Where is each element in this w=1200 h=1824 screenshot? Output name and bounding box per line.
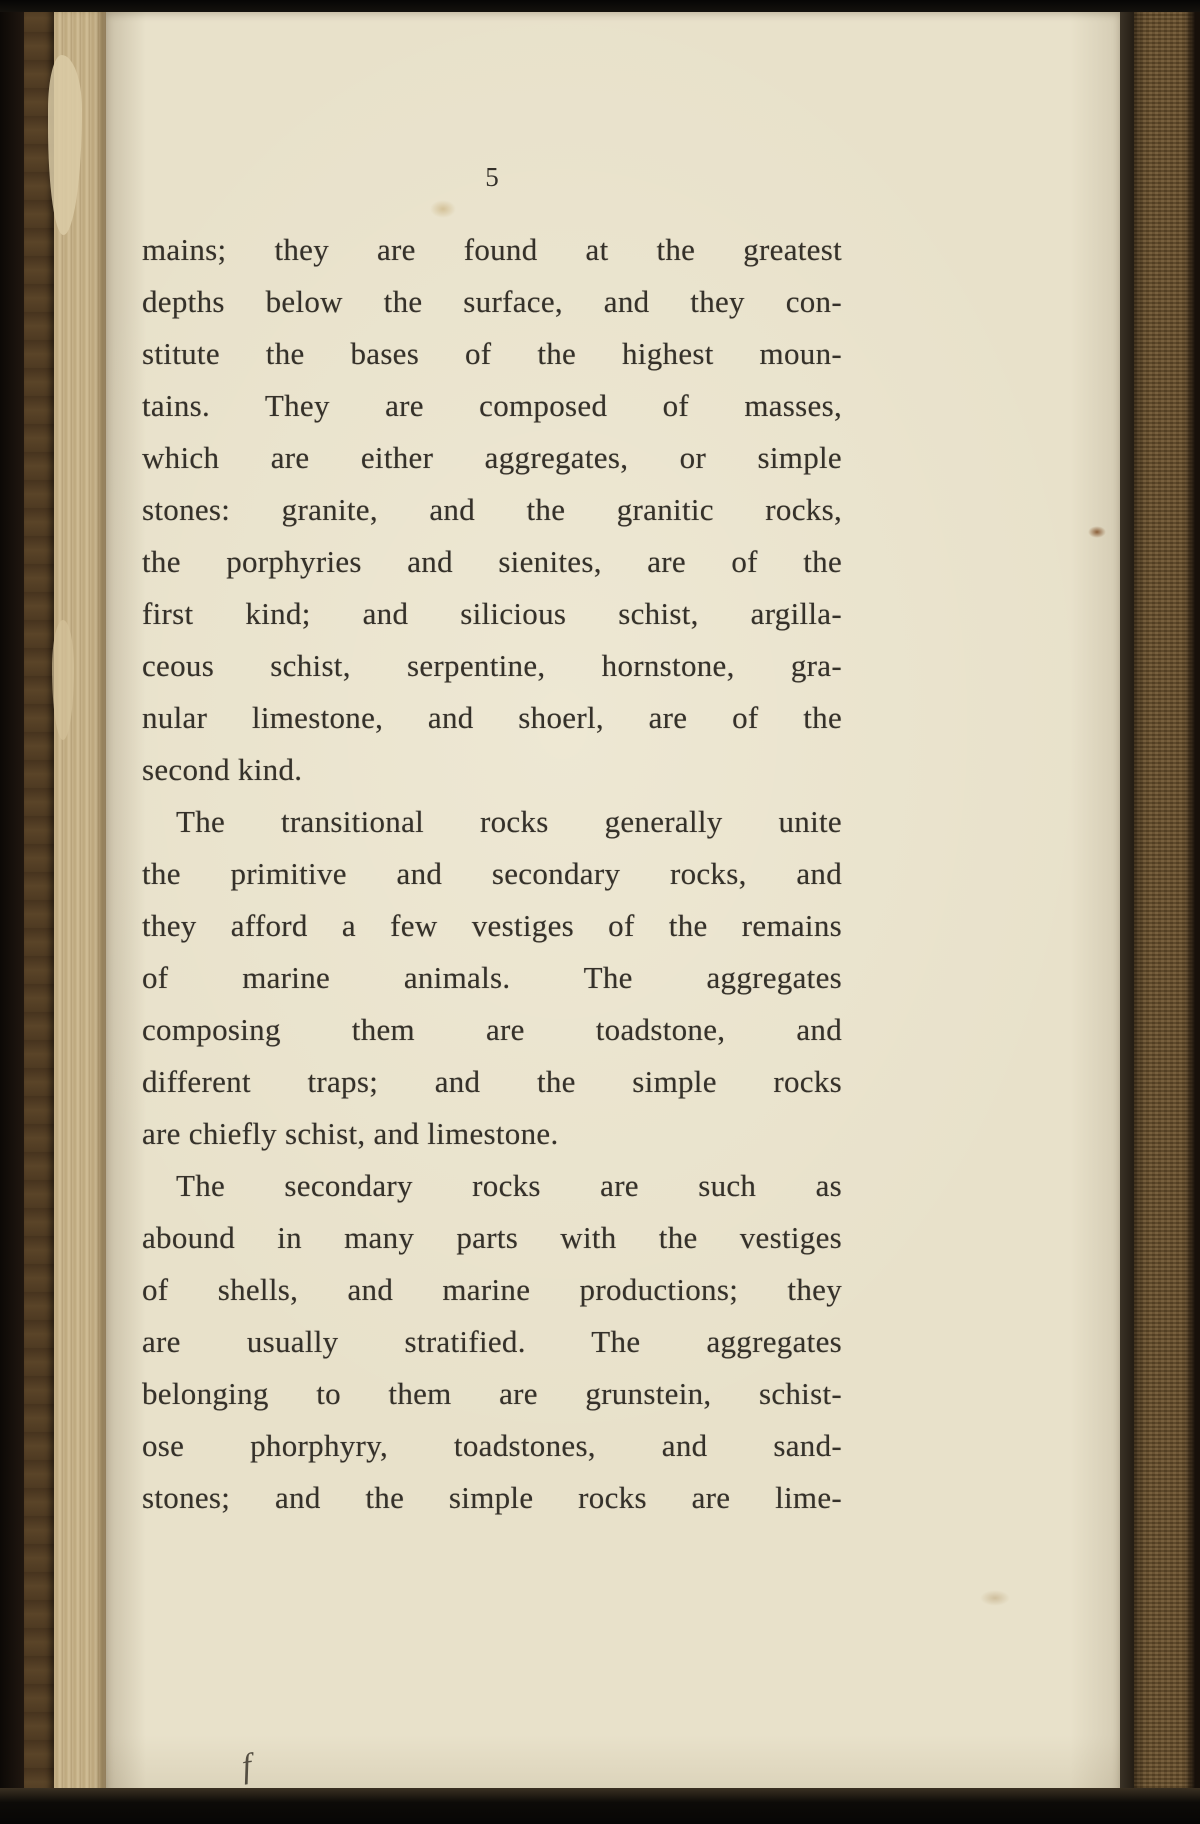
text-line: different traps; and the simple rocks [142,1064,842,1099]
paragraph [142,224,842,796]
foxing-stain [1088,526,1106,538]
stacked-page-edges [54,8,106,1798]
text-line: The secondary rocks are such as [176,1168,842,1203]
text-line: nular limestone, and shoerl, are of the [142,700,842,735]
book-page [106,10,1120,1795]
text-line: stitute the bases of the highest moun- [142,336,842,371]
text-line: tains. They are composed of masses, [142,388,842,423]
text-line: the porphyries and sienites, are of the [142,544,842,579]
foxing-stain [430,200,456,218]
cover-dark-edge [1184,0,1200,1824]
text-line: which are either aggregates, or simple [142,440,842,475]
text-line: ose phorphyry, toadstones, and sand- [142,1428,842,1463]
text-line: depths below the surface, and they con- [142,284,842,319]
text-line: belonging to them are grunstein, schist- [142,1376,842,1411]
binding-spine [24,0,54,1824]
scan-top-edge [0,0,1200,12]
text-line: of shells, and marine productions; they [142,1272,842,1307]
text-line: of marine animals. The aggregates [142,960,842,995]
text-block [142,224,842,1524]
text-line: stones: granite, and the granitic rocks, [142,492,842,527]
text-line: The transitional rocks generally unite [176,804,842,839]
scan-bottom-edge [0,1788,1200,1824]
text-line: abound in many parts with the vestiges [142,1220,842,1255]
text-line: are chiefly schist, and limestone. [142,1116,559,1151]
text-line: mains; they are found at the greatest [142,232,842,267]
text-line: the primitive and secondary rocks, and [142,856,842,891]
text-line: composing them are toadstone, and [142,1012,842,1047]
page-cover-gap [1120,0,1134,1824]
paragraph [142,1160,842,1524]
foxing-stain [980,1590,1010,1606]
handwritten-mark: f [239,1747,254,1786]
text-line: they afford a few vestiges of the remains [142,908,842,943]
text-line: stones; and the simple rocks are lime- [142,1480,842,1515]
text-line: are usually stratified. The aggregates [142,1324,842,1359]
paragraph [142,796,842,1160]
spine-shadow [0,0,24,1824]
text-line: ceous schist, serpentine, hornstone, gra- [142,648,842,683]
page-number: 5 [485,162,499,192]
text-line: second kind. [142,752,303,787]
text-line: first kind; and silicious schist, argilla- [142,596,842,631]
